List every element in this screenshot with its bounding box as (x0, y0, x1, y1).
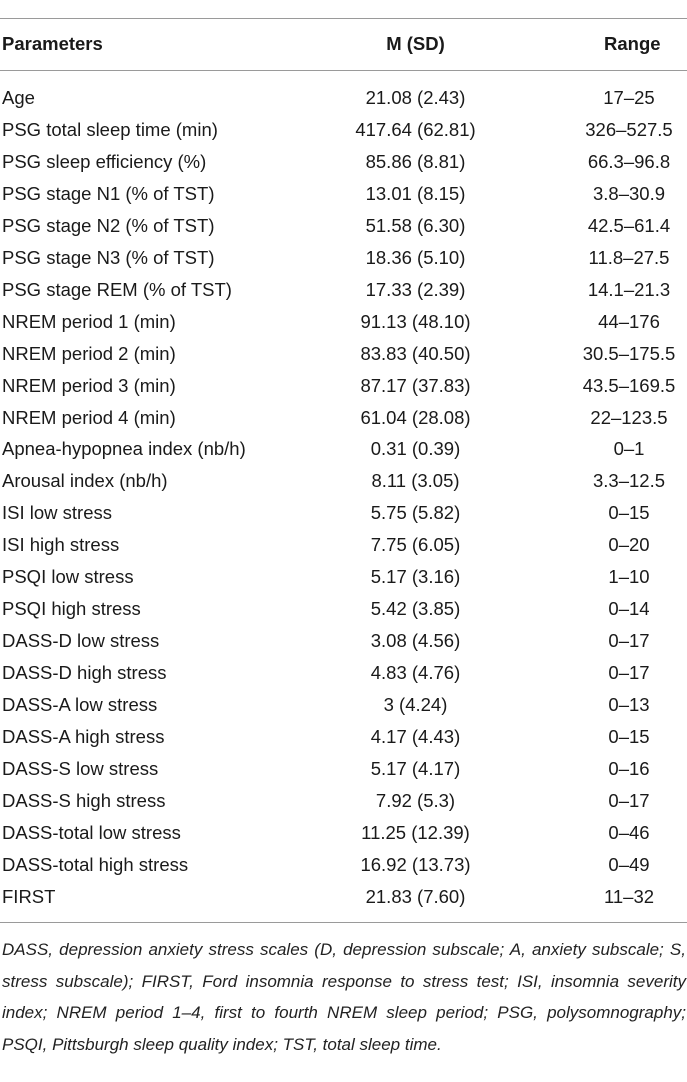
cell-parameter: NREM period 2 (min) (2, 342, 176, 364)
table-row (0, 114, 687, 146)
cell-range: 0–14 (608, 598, 650, 620)
cell-parameter: DASS-A high stress (2, 726, 165, 747)
table-row (0, 817, 687, 849)
cell-msd: 3.08 (4.56) (370, 630, 461, 652)
cell-msd: 3 (4.24) (383, 694, 448, 716)
cell-range: 11.8–27.5 (588, 246, 670, 268)
table-row (0, 785, 687, 817)
cell-range: 22–123.5 (590, 406, 668, 428)
cell-range: 0–13 (608, 694, 650, 716)
cell-parameter: FIRST (2, 885, 56, 907)
cell-range: 326–527.5 (585, 118, 673, 140)
cell-msd: 85.86 (8.81) (365, 150, 466, 172)
cell-range: 0–15 (608, 502, 650, 524)
cell-parameter: PSG stage N3 (% of TST) (2, 246, 215, 268)
table-row (0, 402, 687, 434)
cell-parameter: DASS-A low stress (2, 694, 158, 716)
cell-msd: 7.75 (6.05) (370, 534, 461, 556)
table-row (0, 242, 687, 274)
table-row (0, 465, 687, 497)
cell-msd: 7.92 (5.3) (375, 789, 456, 811)
cell-range: 0–16 (608, 757, 650, 779)
table-row (0, 657, 687, 689)
cell-range: 0–17 (608, 789, 650, 811)
cell-range: 0–46 (608, 821, 650, 843)
table-header-row (0, 28, 687, 60)
cell-parameter: NREM period 4 (min) (2, 406, 176, 428)
cell-parameter: DASS-S low stress (2, 757, 159, 779)
cell-msd: 21.08 (2.43) (365, 87, 466, 108)
table-row (0, 370, 687, 402)
cell-parameter: PSQI low stress (2, 566, 134, 588)
cell-range: 14.1–21.3 (587, 278, 671, 300)
header-msd: M (SD) (386, 33, 445, 54)
table-row (0, 146, 687, 178)
cell-range: 17–25 (603, 87, 655, 108)
cell-parameter: ISI high stress (2, 534, 120, 556)
cell-range: 43.5–169.5 (582, 374, 676, 396)
table-row (0, 561, 687, 593)
table-footnote: DASS, depression anxiety stress scales (D, depression subscale; A, anxiety subscale; S, stress subscale); FIRST, Ford insomnia response to stress test; ISI, insomnia severity index; NREM period 1–4, first to fourth NREM sleep period; PSG, polysomnography; PSQI, Pittsburgh sleep quality index; TST, total sleep time. (2, 940, 686, 1054)
table-row (0, 433, 687, 465)
cell-parameter: DASS-S high stress (2, 789, 166, 811)
cell-parameter: PSG stage N2 (% of TST) (2, 214, 215, 236)
cell-parameter: NREM period 1 (min) (2, 310, 176, 332)
cell-msd: 13.01 (8.15) (365, 182, 466, 204)
cell-parameter: DASS-D low stress (2, 630, 160, 652)
cell-range: 11–32 (603, 885, 655, 907)
cell-range: 42.5–61.4 (587, 214, 671, 236)
cell-parameter: DASS-D high stress (2, 662, 167, 684)
header-parameters: Parameters (2, 33, 103, 54)
table-row (0, 753, 687, 785)
cell-msd: 61.04 (28.08) (360, 406, 471, 428)
table-row (0, 689, 687, 721)
cell-range: 66.3–96.8 (587, 150, 671, 172)
table-row (0, 178, 687, 210)
cell-range: 0–49 (608, 853, 650, 875)
cell-msd: 5.42 (3.85) (370, 598, 461, 620)
table-row (0, 210, 687, 242)
cell-msd: 16.92 (13.73) (360, 853, 471, 875)
header-range: Range (604, 33, 661, 54)
table-bottom-rule (0, 922, 687, 923)
cell-parameter: PSG sleep efficiency (%) (2, 150, 207, 172)
cell-range: 0–17 (608, 662, 650, 684)
cell-parameter: PSG stage N1 (% of TST) (2, 182, 215, 204)
cell-range: 0–1 (613, 438, 645, 460)
cell-range: 0–17 (608, 630, 650, 652)
cell-range: 44–176 (598, 310, 660, 332)
cell-parameter: Apnea-hypopnea index (nb/h) (2, 438, 246, 460)
cell-msd: 4.17 (4.43) (370, 726, 461, 747)
table-row (0, 849, 687, 881)
cell-parameter: DASS-total high stress (2, 853, 189, 875)
table-row (0, 625, 687, 657)
table-row (0, 338, 687, 370)
cell-range: 3.3–12.5 (592, 470, 665, 492)
cell-msd: 18.36 (5.10) (365, 246, 466, 268)
cell-parameter: DASS-total low stress (2, 821, 181, 843)
cell-msd: 83.83 (40.50) (360, 342, 471, 364)
cell-msd: 51.58 (6.30) (365, 214, 466, 236)
cell-parameter: ISI low stress (2, 502, 112, 524)
cell-range: 3.8–30.9 (592, 182, 665, 204)
cell-msd: 21.83 (7.60) (365, 885, 466, 907)
table-row (0, 306, 687, 338)
cell-msd: 91.13 (48.10) (360, 310, 471, 332)
cell-msd: 5.75 (5.82) (370, 502, 461, 524)
cell-msd: 0.31 (0.39) (370, 438, 461, 460)
table-header-rule (0, 70, 687, 71)
table-row (0, 274, 687, 306)
cell-parameter: Age (2, 87, 35, 108)
table-row (0, 721, 687, 753)
cell-msd: 87.17 (37.83) (360, 374, 471, 396)
cell-msd: 17.33 (2.39) (365, 278, 466, 300)
cell-parameter: Arousal index (nb/h) (2, 470, 168, 492)
cell-parameter: PSG stage REM (% of TST) (2, 278, 232, 300)
cell-msd: 4.83 (4.76) (370, 662, 461, 684)
cell-parameter: PSG total sleep time (min) (2, 118, 218, 140)
cell-msd: 5.17 (4.17) (370, 757, 461, 779)
cell-msd: 417.64 (62.81) (355, 118, 476, 140)
table-top-rule (0, 18, 687, 19)
table-row (0, 881, 687, 913)
table-row (0, 529, 687, 561)
cell-parameter: PSQI high stress (2, 598, 141, 620)
table-row (0, 82, 687, 114)
cell-msd: 11.25 (12.39) (361, 821, 470, 843)
cell-range: 0–20 (608, 534, 650, 556)
cell-msd: 8.11 (3.05) (371, 470, 460, 492)
cell-range: 0–15 (608, 726, 650, 747)
cell-msd: 5.17 (3.16) (370, 566, 461, 588)
table-row (0, 497, 687, 529)
cell-range: 1–10 (608, 566, 650, 588)
table-row (0, 593, 687, 625)
cell-parameter: NREM period 3 (min) (2, 374, 176, 396)
cell-range: 30.5–175.5 (582, 342, 676, 364)
